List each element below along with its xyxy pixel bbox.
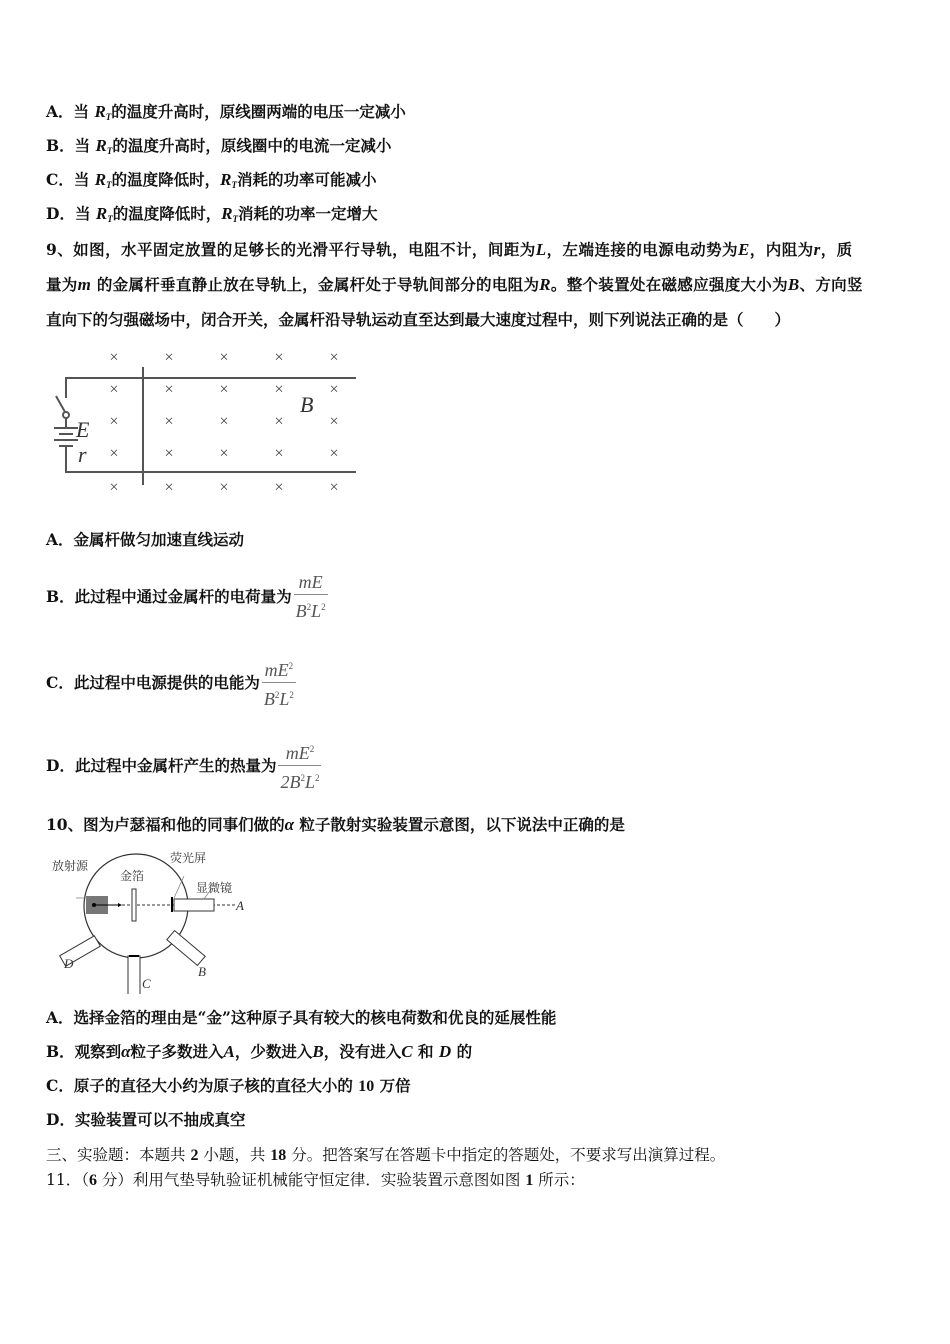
text-segment: 和 — [412, 1042, 439, 1061]
q10-stem — [46, 815, 625, 835]
q10-option-b — [46, 1042, 472, 1062]
text-segment: 10 — [358, 1078, 375, 1095]
q9-circuit-figure — [46, 340, 356, 505]
text-segment: 、方向竖 — [799, 275, 863, 294]
text-segment: 直向下的匀强磁场中，闭合开关，金属杆沿导轨运动直至达到最大速度过程中，则下列说法正确的是（ ） — [46, 310, 791, 329]
text-segment: D．实验装置可以不抽成真空 — [46, 1110, 246, 1129]
text-segment: 消耗的功率可能减小 — [236, 170, 377, 189]
charge-fraction: $\frac{mE}{B^2L^2}$ — [295, 572, 326, 621]
text-segment: B．观察到 — [46, 1042, 122, 1061]
field-cross-mark: × — [164, 413, 174, 430]
field-cross-mark: × — [109, 349, 119, 366]
text-segment: r — [813, 240, 821, 259]
q9-option-d-text: D．此过程中金属杆产生的热量为 — [46, 755, 277, 775]
field-cross-mark: × — [219, 479, 229, 496]
field-cross-mark: × — [109, 479, 119, 496]
text-segment: R — [95, 204, 108, 223]
text-segment: T — [105, 112, 112, 122]
text-segment: ，少数进入 — [234, 1042, 313, 1061]
q8-option-d — [46, 204, 378, 229]
text-segment: α — [121, 1042, 131, 1061]
field-cross-mark: × — [274, 381, 284, 398]
internal-resistance-label: r — [78, 442, 87, 467]
microscope-a — [174, 899, 214, 911]
text-segment: T — [232, 214, 239, 224]
text-segment: R — [539, 275, 551, 294]
field-cross-mark: × — [274, 349, 284, 366]
text-segment: 的温度降低时， — [111, 170, 221, 189]
text-segment: α — [284, 815, 294, 834]
field-cross-mark: × — [219, 381, 229, 398]
text-segment: 三、实验题：本题共 — [46, 1146, 191, 1164]
emf-label: E — [76, 417, 90, 442]
text-segment: 量为 — [46, 275, 78, 294]
q9-option-a: A．金属杆做匀加速直线运动 — [46, 530, 245, 549]
text-segment: 2 — [190, 1147, 199, 1164]
q9-option-b-text: B．此过程中通过金属杆的电荷量为 — [46, 586, 292, 606]
text-segment: 的温度升高时，原线圈中的电流一定减小 — [112, 136, 392, 155]
text-segment: 的温度升高时，原线圈两端的电压一定减小 — [111, 102, 406, 121]
field-cross-mark: × — [219, 445, 229, 462]
section-3-heading — [46, 1145, 725, 1166]
q10-scattering-figure — [46, 846, 266, 994]
text-segment: L — [535, 240, 547, 259]
text-segment: D — [438, 1042, 452, 1061]
text-segment: 消耗的功率一定增大 — [238, 204, 378, 223]
text-segment: C．当 — [46, 170, 95, 189]
q8-option-a — [46, 102, 406, 127]
text-segment: 。整个装置处在磁感应强度大小为 — [550, 275, 788, 294]
field-cross-mark: × — [109, 445, 119, 462]
label-a: A — [236, 898, 244, 913]
field-cross-mark: × — [274, 479, 284, 496]
text-segment: E — [738, 240, 750, 259]
text-segment: 的温度降低时， — [112, 204, 222, 223]
label-foil: 金箔 — [120, 869, 145, 883]
text-segment: T — [106, 180, 112, 190]
q10-option-d — [46, 1110, 245, 1130]
field-cross-mark: × — [329, 413, 339, 430]
text-segment: T — [231, 180, 237, 190]
energy-fraction: $\frac{mE^2}{B^2L^2}$ — [263, 660, 294, 709]
field-cross-mark: × — [164, 381, 174, 398]
text-segment: 18 — [270, 1147, 287, 1164]
q8-option-c — [46, 170, 376, 195]
text-segment: 分。把答案写在答题卡中指定的答题处，不要求写出演算过程。 — [286, 1146, 726, 1164]
text-segment: ，内阻为 — [749, 240, 814, 259]
q8-option-b — [46, 136, 391, 161]
q9-option-d — [46, 739, 321, 792]
field-cross-mark: × — [329, 445, 339, 462]
field-cross-mark: × — [329, 381, 339, 398]
field-cross-mark: × — [164, 479, 174, 496]
field-cross-mark: × — [109, 381, 119, 398]
text-segment: 6 — [88, 1172, 97, 1189]
field-label: B — [300, 392, 314, 417]
text-segment: R — [220, 170, 232, 189]
text-segment: B．当 — [46, 136, 96, 155]
text-segment: B — [787, 275, 800, 294]
text-segment: D．当 — [46, 204, 96, 223]
text-segment: A．当 — [46, 102, 95, 121]
text-segment: A — [223, 1042, 235, 1061]
text-segment: T — [106, 146, 113, 156]
text-segment: m — [77, 275, 92, 294]
text-segment: B — [312, 1042, 324, 1061]
label-d: D — [64, 956, 74, 971]
label-source: 放射源 — [52, 859, 89, 873]
text-segment: 的 — [451, 1042, 473, 1061]
q9-stem-line-1 — [46, 240, 853, 260]
text-segment: 万倍 — [374, 1076, 411, 1095]
q10-option-a — [46, 1008, 556, 1028]
text-segment: R — [94, 102, 106, 121]
text-segment: 粒子散射实验装置示意图，以下说法中正确的是 — [293, 815, 625, 834]
text-segment: T — [107, 214, 113, 224]
q11-stem — [46, 1170, 585, 1191]
text-segment: 9、如图，水平固定放置的足够长的光滑平行导轨，电阻不计，间距为 — [46, 240, 536, 259]
q9-stem-line-3 — [46, 310, 790, 330]
label-b: B — [198, 964, 206, 979]
text-segment: 的金属杆垂直静止放在导轨上，金属杆处于导轨间部分的电阻为 — [91, 275, 540, 294]
label-screen: 荧光屏 — [170, 851, 207, 865]
text-segment: 粒子多数进入 — [130, 1042, 224, 1061]
q9-option-c — [46, 656, 296, 709]
text-segment: 小题，共 — [198, 1146, 271, 1164]
field-cross-mark: × — [274, 413, 284, 430]
text-segment: 所示： — [533, 1171, 585, 1189]
field-cross-mark: × — [109, 413, 119, 430]
text-segment: 1 — [525, 1172, 534, 1189]
q9-stem-line-2 — [46, 275, 863, 295]
text-segment: C．原子的直径大小约为原子核的直径大小的 — [46, 1076, 359, 1095]
text-segment: ，左端连接的电源电动势为 — [546, 240, 738, 259]
label-microscope: 显微镜 — [196, 881, 233, 895]
field-cross-mark: × — [329, 349, 339, 366]
text-segment: ，没有进入 — [323, 1042, 402, 1061]
q10-option-c — [46, 1076, 411, 1097]
text-segment: R — [94, 170, 107, 189]
text-segment: 11．（ — [46, 1171, 89, 1189]
field-cross-mark: × — [164, 445, 174, 462]
heat-fraction: $\frac{mE^2}{2B^2L^2}$ — [280, 743, 320, 792]
field-cross-mark: × — [274, 445, 284, 462]
field-cross-mark: × — [329, 479, 339, 496]
gold-foil — [132, 889, 136, 921]
text-segment: 分）利用气垫导轨验证机械能守恒定律．实验装置示意图如图 — [96, 1171, 526, 1189]
text-segment: C — [401, 1042, 413, 1061]
text-segment: R — [95, 136, 107, 155]
q9-option-b — [46, 572, 328, 621]
switch — [56, 396, 65, 412]
label-c: C — [142, 976, 151, 991]
q9-option-c-text: C．此过程中电源提供的电能为 — [46, 672, 260, 692]
text-segment: 10、图为卢瑟福和他的同事们做的 — [46, 815, 285, 834]
text-segment: R — [221, 204, 233, 223]
text-segment: A．选择金箔的理由是“金”这种原子具有较大的核电荷数和优良的延展性能 — [46, 1008, 557, 1027]
field-cross-mark: × — [219, 413, 229, 430]
field-cross-mark: × — [219, 349, 229, 366]
field-cross-mark: × — [164, 349, 174, 366]
text-segment: ，质 — [820, 240, 853, 259]
